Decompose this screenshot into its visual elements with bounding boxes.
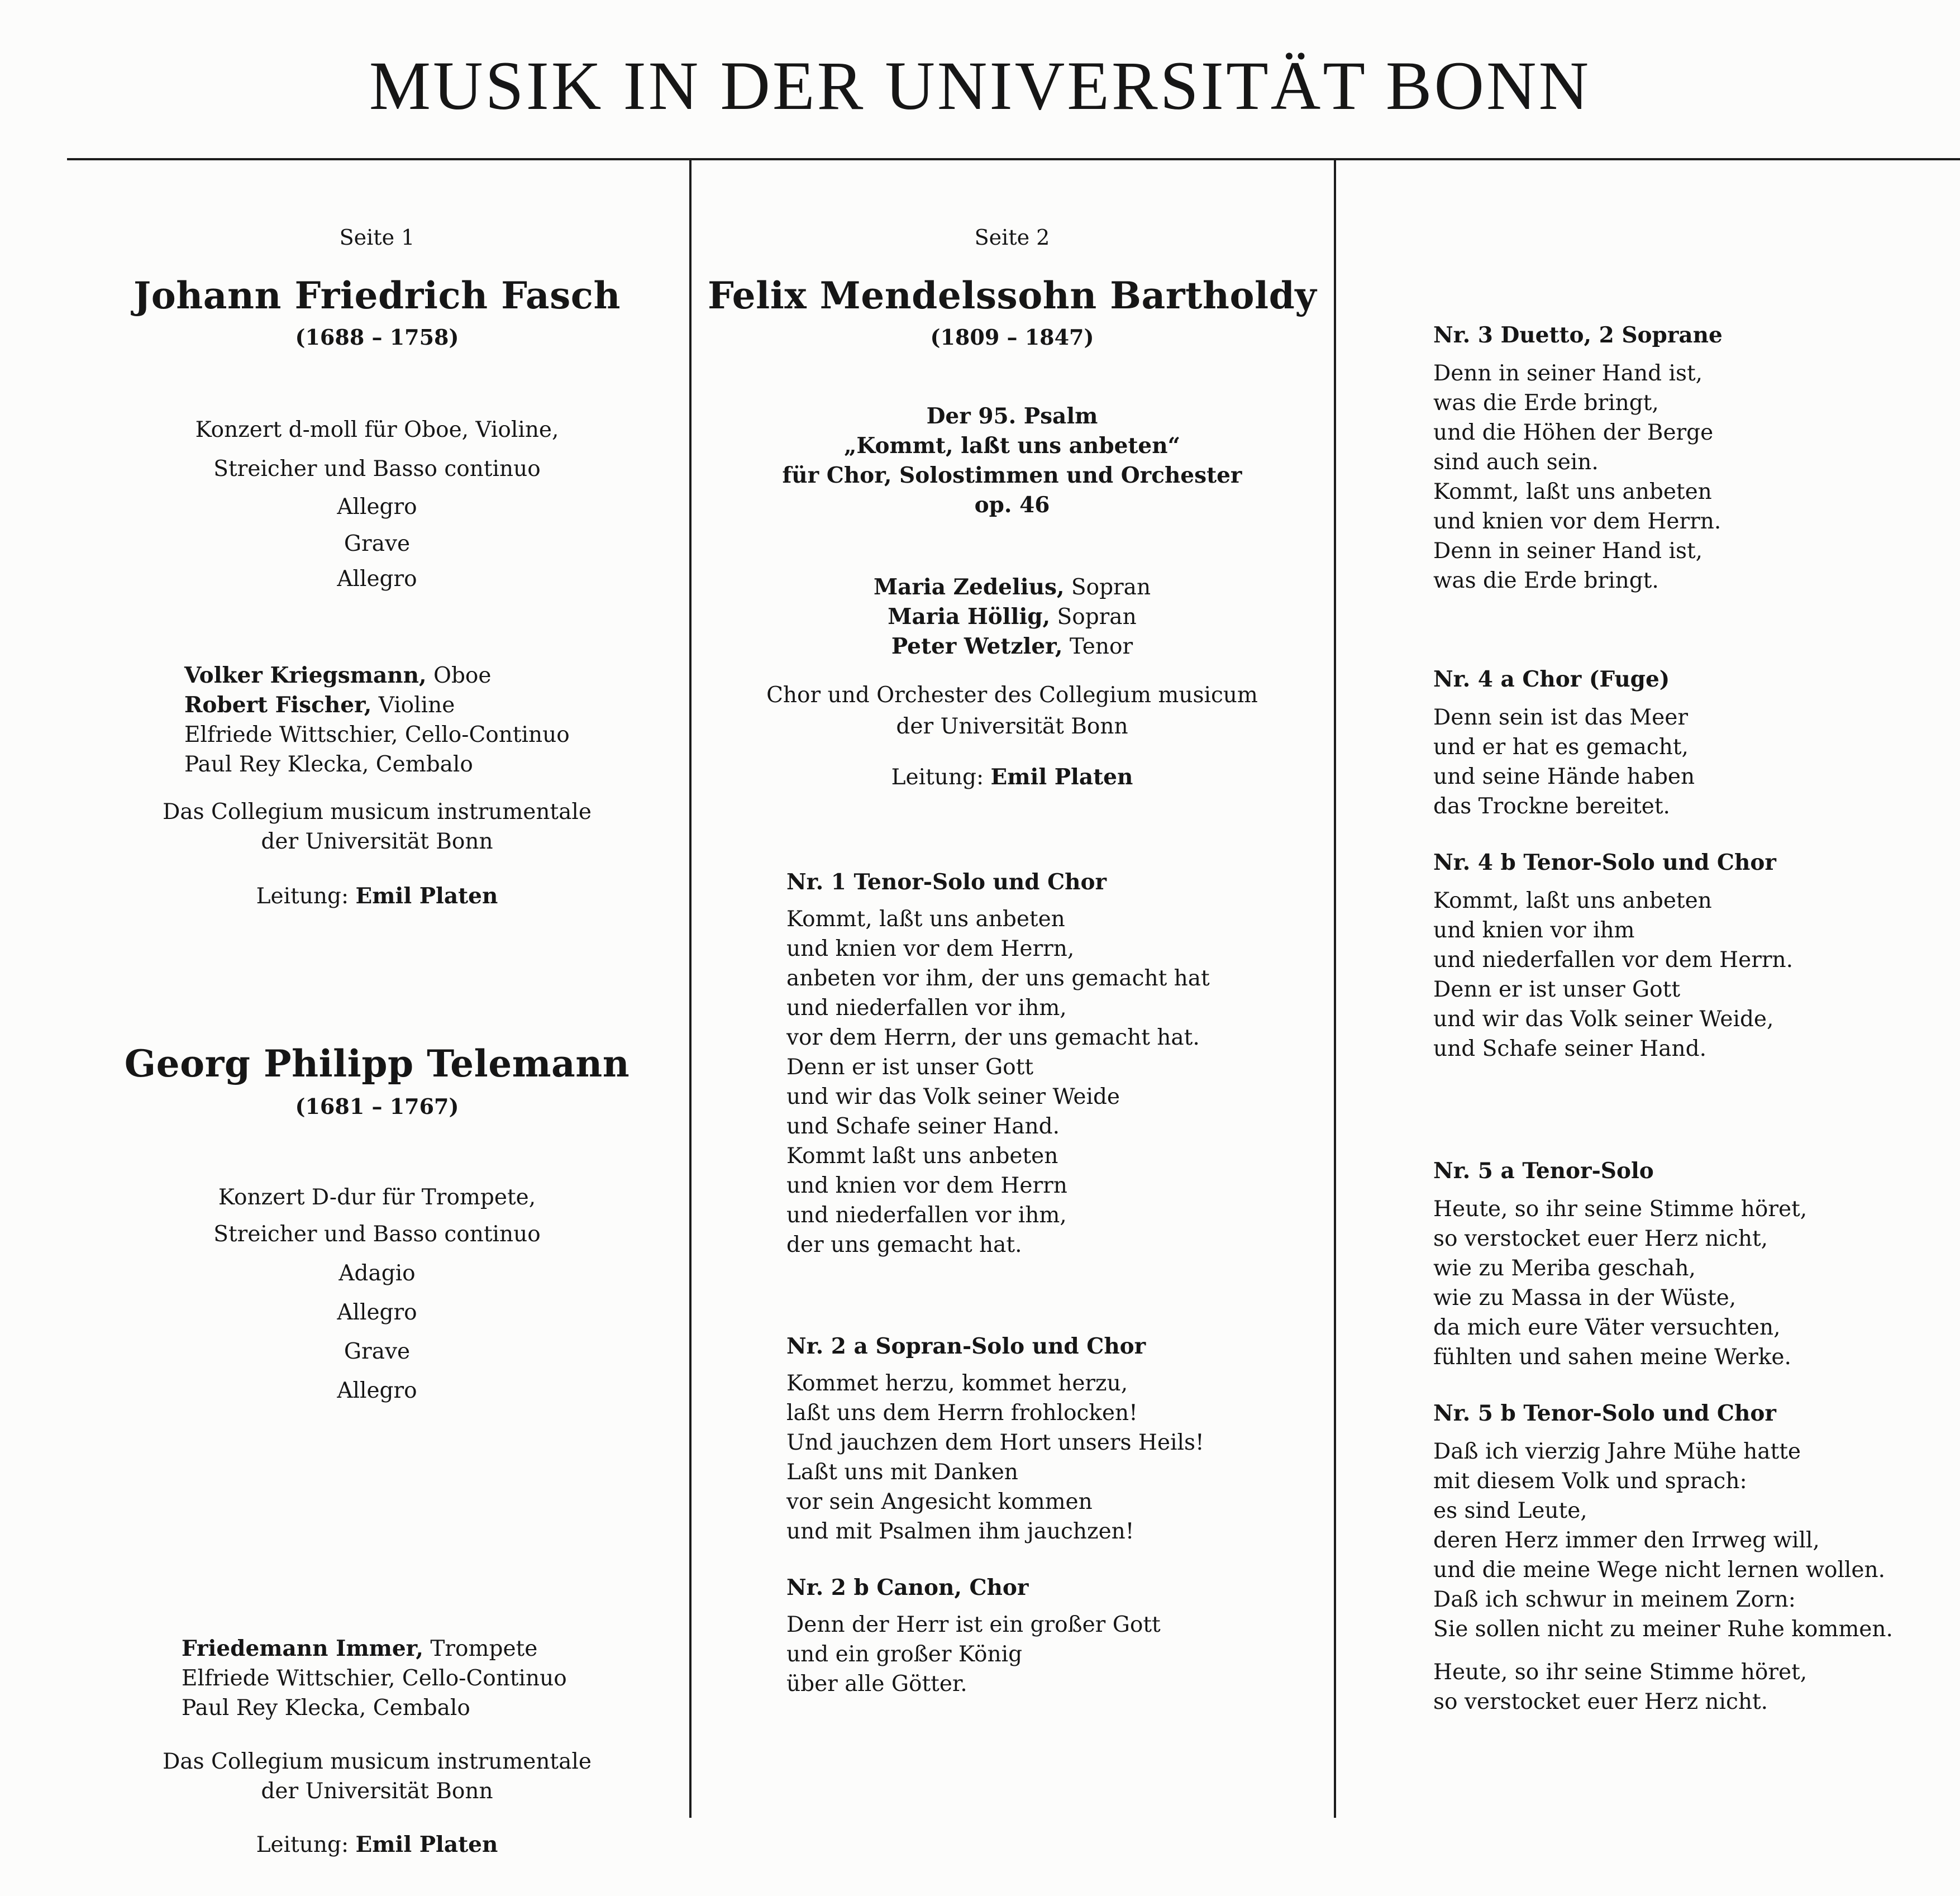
soloist-role: Tenor bbox=[1062, 634, 1133, 659]
lyric-line: und die meine Wege nicht lernen wollen. bbox=[1433, 1557, 1886, 1583]
work-title bbox=[705, 402, 1319, 520]
movement: Allegro bbox=[337, 1378, 417, 1403]
soloist-name: Peter Wetzler, bbox=[891, 633, 1063, 659]
lyric-line: da mich eure Väter versuchten, bbox=[1433, 1315, 1781, 1340]
lyric-line: und knien vor dem Herrn bbox=[786, 1173, 1067, 1198]
lyric-line: und Schafe seiner Hand. bbox=[786, 1114, 1060, 1139]
lyric-line: laßt uns dem Herrn frohlocken! bbox=[786, 1400, 1138, 1426]
performer bbox=[184, 690, 665, 720]
performer bbox=[182, 1693, 662, 1723]
movement-heading: Nr. 1 Tenor-Solo und Chor bbox=[786, 869, 1107, 895]
lyric-line: Heute, so ihr seine Stimme höret, bbox=[1433, 1660, 1808, 1685]
conductor-label: Leitung: bbox=[256, 1832, 356, 1857]
performer bbox=[184, 750, 665, 779]
conductor-name: Emil Platen bbox=[355, 1832, 498, 1857]
lyric-line: sind auch sein. bbox=[1433, 450, 1599, 475]
ensemble-line: der Universität Bonn bbox=[261, 829, 493, 854]
lyric-line: Daß ich schwur in meinem Zorn: bbox=[1433, 1587, 1796, 1612]
movement: Grave bbox=[344, 531, 411, 556]
ensemble bbox=[78, 1747, 676, 1806]
work-line: Streicher und Basso continuo bbox=[213, 1222, 541, 1247]
lyric-line: Kommt laßt uns anbeten bbox=[786, 1144, 1058, 1169]
lyric-line: wie zu Meriba geschah, bbox=[1433, 1256, 1696, 1281]
lyric-line: Denn sein ist das Meer bbox=[1433, 705, 1688, 730]
performer-role: Oboe bbox=[426, 663, 492, 688]
lyric-line: es sind Leute, bbox=[1433, 1498, 1587, 1523]
soloist bbox=[705, 602, 1319, 632]
performer-role: Elfriede Wittschier, Cello-Continuo bbox=[182, 1666, 567, 1691]
ensemble-line: der Universität Bonn bbox=[261, 1779, 493, 1804]
performer bbox=[182, 1634, 662, 1664]
lyric-line: deren Herz immer den Irrweg will, bbox=[1433, 1528, 1820, 1553]
performer-list bbox=[182, 1634, 662, 1723]
movement: Grave bbox=[344, 1339, 411, 1364]
lyric-line: so verstocket euer Herz nicht, bbox=[1433, 1226, 1768, 1251]
lyric-line: und wir das Volk seiner Weide bbox=[786, 1084, 1120, 1109]
lyric-line: Denn der Herr ist ein großer Gott bbox=[786, 1612, 1161, 1637]
lyric-line: und seine Hände haben bbox=[1433, 764, 1695, 789]
lyric-line: und knien vor dem Herrn, bbox=[786, 936, 1075, 961]
soloist bbox=[705, 573, 1319, 602]
ensemble-line: Chor und Orchester des Collegium musicum bbox=[766, 683, 1258, 708]
lyric-line: was die Erde bringt. bbox=[1433, 568, 1659, 593]
performer-name: Friedemann Immer, bbox=[182, 1636, 423, 1661]
conductor-name: Emil Platen bbox=[355, 883, 498, 909]
conductor-label: Leitung: bbox=[256, 884, 356, 909]
lyric-line: und Schafe seiner Hand. bbox=[1433, 1036, 1706, 1061]
lyric-line: Daß ich vierzig Jahre Mühe hatte bbox=[1433, 1439, 1801, 1464]
soloist-name: Maria Höllig, bbox=[888, 604, 1051, 630]
lyric-line: und niederfallen vor ihm, bbox=[786, 995, 1067, 1021]
conductor bbox=[78, 1834, 676, 1856]
movement-heading: Nr. 5 a Tenor-Solo bbox=[1433, 1158, 1654, 1184]
movement-nr5a bbox=[1433, 1160, 1947, 1372]
lyric-line: anbeten vor ihm, der uns gemacht hat bbox=[786, 966, 1210, 991]
work-line: Konzert d-moll für Oboe, Violine, bbox=[195, 417, 559, 442]
conductor bbox=[705, 766, 1319, 788]
lyric-line: über alle Götter. bbox=[786, 1671, 967, 1697]
work-line: „Kommt, laßt uns anbeten“ bbox=[843, 433, 1181, 459]
column-side-2 bbox=[705, 159, 1319, 1818]
movement-heading: Nr. 2 a Sopran-Solo und Chor bbox=[786, 1333, 1146, 1359]
movement-nr4a bbox=[1433, 666, 1947, 821]
conductor bbox=[78, 885, 676, 907]
movement-heading: Nr. 3 Duetto, 2 Soprane bbox=[1433, 322, 1723, 348]
performer-role: Violine bbox=[371, 693, 455, 718]
soloist-role: Sopran bbox=[1050, 604, 1137, 630]
work-line: für Chor, Solostimmen und Orchester bbox=[782, 463, 1242, 488]
column-side-1 bbox=[78, 159, 676, 1857]
lyric-line: mit diesem Volk und sprach: bbox=[1433, 1469, 1747, 1494]
lyric-line: Kommt, laßt uns anbeten bbox=[1433, 479, 1712, 504]
movement-heading: Nr. 2 b Canon, Chor bbox=[786, 1575, 1029, 1600]
lyric-line: vor dem Herrn, der uns gemacht hat. bbox=[786, 1025, 1200, 1050]
column-divider-2 bbox=[1334, 159, 1336, 1818]
work-line: op. 46 bbox=[974, 492, 1050, 518]
lyric-line: und er hat es gemacht, bbox=[1433, 735, 1689, 760]
conductor-name: Emil Platen bbox=[990, 764, 1133, 790]
ensemble bbox=[78, 797, 676, 856]
lyric-line: das Trockne bereitet. bbox=[1433, 794, 1670, 819]
lyric-line: Und jauchzen dem Hort unsers Heils! bbox=[786, 1430, 1204, 1455]
lyric-line: und ein großer König bbox=[786, 1642, 1023, 1667]
composer-name: Georg Philipp Telemann bbox=[124, 1042, 630, 1085]
movement: Adagio bbox=[338, 1261, 416, 1286]
soloist-role: Sopran bbox=[1064, 575, 1151, 600]
soloist bbox=[705, 632, 1319, 661]
side-label: Seite 1 bbox=[339, 225, 415, 250]
soloist-name: Maria Zedelius, bbox=[873, 574, 1065, 600]
page-title: MUSIK IN DER UNIVERSITÄT BONN bbox=[369, 47, 1591, 124]
performer bbox=[182, 1664, 662, 1693]
performer-role: Paul Rey Klecka, Cembalo bbox=[182, 1695, 470, 1721]
conductor-label: Leitung: bbox=[891, 765, 991, 790]
soloist-list bbox=[705, 573, 1319, 661]
movement-nr4b bbox=[1433, 852, 1947, 1064]
lyric-line: und knien vor ihm bbox=[1433, 918, 1635, 943]
lyric-line: Denn er ist unser Gott bbox=[1433, 977, 1681, 1002]
lyric-line: Kommt, laßt uns anbeten bbox=[786, 907, 1065, 932]
movement: Allegro bbox=[337, 1300, 417, 1325]
performer bbox=[184, 661, 665, 690]
stanza-gap bbox=[1433, 1644, 1947, 1657]
movement-nr3 bbox=[1433, 322, 1947, 596]
lyric-line: Heute, so ihr seine Stimme höret, bbox=[1433, 1197, 1808, 1222]
column-side-2-continued bbox=[1346, 159, 1949, 1818]
lyric-line: der uns gemacht hat. bbox=[786, 1232, 1022, 1257]
lyric-line: so verstocket euer Herz nicht. bbox=[1433, 1689, 1768, 1714]
lyric-line: und mit Psalmen ihm jauchzen! bbox=[786, 1519, 1134, 1544]
ensemble-line: der Universität Bonn bbox=[896, 714, 1128, 739]
ensemble bbox=[705, 680, 1319, 742]
composer-dates: (1688 – 1758) bbox=[295, 325, 459, 350]
movement-list bbox=[78, 1254, 676, 1411]
column-divider-1 bbox=[689, 159, 692, 1818]
movement: Allegro bbox=[337, 494, 417, 520]
movement-nr2b bbox=[786, 1577, 1312, 1699]
performer-name: Robert Fischer, bbox=[184, 692, 372, 718]
lyric-line: und knien vor dem Herrn. bbox=[1433, 509, 1721, 534]
lyric-line: und die Höhen der Berge bbox=[1433, 420, 1714, 445]
composer-name: Johann Friedrich Fasch bbox=[133, 274, 621, 317]
ensemble-line: Das Collegium musicum instrumentale bbox=[163, 1749, 592, 1774]
lyric-line: Denn er ist unser Gott bbox=[786, 1055, 1034, 1080]
lyric-line: Laßt uns mit Danken bbox=[786, 1460, 1018, 1485]
lyric-line: Sie sollen nicht zu meiner Ruhe kommen. bbox=[1433, 1617, 1893, 1642]
performer-role: Trompete bbox=[423, 1636, 538, 1661]
movement-list bbox=[78, 489, 676, 596]
lyric-line: Denn in seiner Hand ist, bbox=[1433, 361, 1703, 386]
work-line: Streicher und Basso continuo bbox=[213, 456, 541, 482]
movement-heading: Nr. 4 b Tenor-Solo und Chor bbox=[1433, 850, 1776, 875]
performer-role: Paul Rey Klecka, Cembalo bbox=[184, 752, 473, 777]
movement-heading: Nr. 4 a Chor (Fuge) bbox=[1433, 666, 1670, 692]
movement: Allegro bbox=[337, 566, 417, 592]
ensemble-line: Das Collegium musicum instrumentale bbox=[163, 799, 592, 825]
lyric-line: und niederfallen vor dem Herrn. bbox=[1433, 947, 1794, 973]
composer-name: Felix Mendelssohn Bartholdy bbox=[707, 274, 1317, 317]
lyric-line: Kommet herzu, kommet herzu, bbox=[786, 1371, 1128, 1396]
side-label: Seite 2 bbox=[974, 225, 1050, 250]
lyric-line: wie zu Massa in der Wüste, bbox=[1433, 1285, 1737, 1311]
composer-dates: (1681 – 1767) bbox=[295, 1094, 459, 1119]
work-line: Konzert D-dur für Trompete, bbox=[218, 1185, 536, 1210]
work-title bbox=[78, 411, 676, 489]
movement-nr5b bbox=[1433, 1400, 1947, 1717]
movement-nr1 bbox=[786, 871, 1312, 1260]
performer bbox=[184, 720, 665, 750]
performer-name: Volker Kriegsmann, bbox=[184, 663, 427, 688]
lyric-line: fühlten und sahen meine Werke. bbox=[1433, 1345, 1791, 1370]
lyric-line: und niederfallen vor ihm, bbox=[786, 1203, 1067, 1228]
work-line: Der 95. Psalm bbox=[926, 403, 1098, 429]
performer-list bbox=[184, 661, 665, 779]
lyric-line: Denn in seiner Hand ist, bbox=[1433, 539, 1703, 564]
performer-role: Elfriede Wittschier, Cello-Continuo bbox=[184, 722, 570, 747]
composer-dates: (1809 – 1847) bbox=[930, 325, 1094, 350]
work-title bbox=[78, 1179, 676, 1253]
lyric-line: Kommt, laßt uns anbeten bbox=[1433, 888, 1712, 913]
lyric-line: und wir das Volk seiner Weide, bbox=[1433, 1007, 1774, 1032]
lyric-line: vor sein Angesicht kommen bbox=[786, 1489, 1093, 1514]
movement-heading: Nr. 5 b Tenor-Solo und Chor bbox=[1433, 1400, 1776, 1426]
lyric-line: was die Erde bringt, bbox=[1433, 390, 1659, 416]
movement-nr2a bbox=[786, 1333, 1312, 1546]
